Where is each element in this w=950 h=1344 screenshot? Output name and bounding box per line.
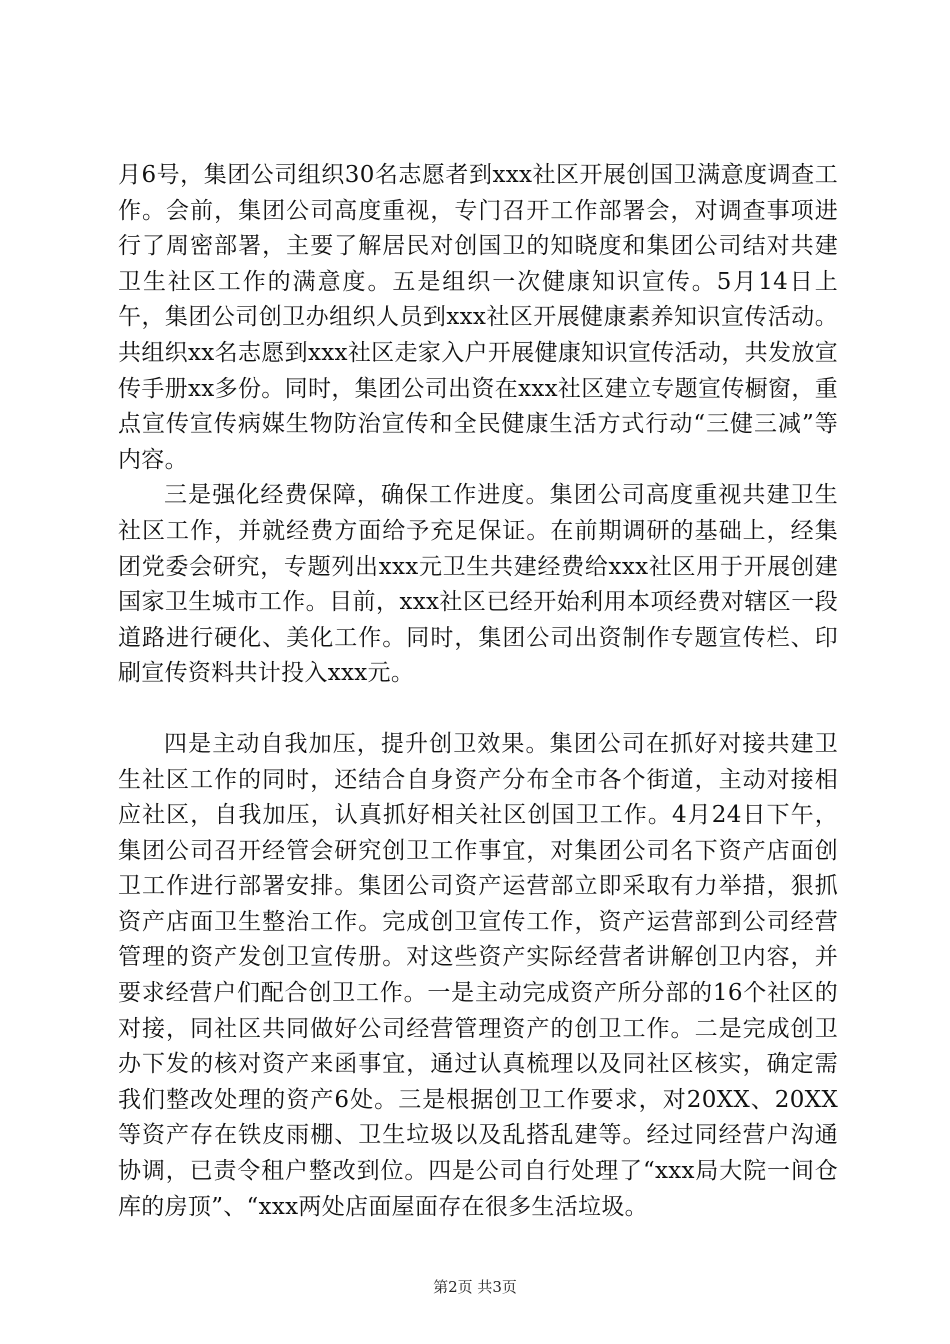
paragraph-continuation: 月6号，集团公司组织30名志愿者到xxx社区开展创国卫满意度调查工作。会前，集团公司高度重视，专门召开工作部署会，对调查事项进行了周密部署，主要了解居民对创国卫的知晓度和集团公司结对共建卫生社区工作的满意度。五是组织一次健康知识宣传。5月14日上午，集团公司创卫办组织人员到xxx社区开展健康素养知识宣传活动。共组织xx名志愿到xxx社区走家入户开展健康知识宣传活动，共发放宣传手册xx多份。同时，集团公司出资在xxx社区建立专题宣传橱窗，重点宣传宣传病媒生物防治宣传和全民健康生活方式行动“三健三减”等内容。 — [118, 162, 838, 473]
page-number-footer: 第2页 共3页 — [433, 1278, 517, 1296]
paragraph-self-pressure: 四是主动自我加压，提升创卫效果。集团公司在抓好对接共建卫生社区工作的同时，还结合自身资产分布全市各个街道，主动对接相应社区，自我加压，认真抓好相关社区创国卫工作。4月24日下午，集团公司召开经管会研究创卫工作事宜，对集团公司名下资产店面创卫工作进行部署安排。集团公司资产运营部立即采取有力举措，狠抓资产店面卫生整治工作。完成创卫宣传工作，资产运营部到公司经营管理的资产发创卫宣传册。对这些资产实际经营者讲解创卫内容，并要求经营户们配合创卫工作。一是主动完成资产所分部的16个社区的对接，同社区共同做好公司经营管理资产的创卫工作。二是完成创卫办下发的核对资产来函事宜，通过认真梳理以及同社区核实，确定需我们整改处理的资产6处。三是根据创卫工作要求，对20XX、20XX等资产存在铁皮雨棚、卫生垃圾以及乱搭乱建等。经过同经营户沟通协调，已责令租户整改到位。四是公司自行处理了“xxx局大院一间仓库的房顶”、“xxx两处店面屋面存在很多生活垃圾。 — [118, 730, 838, 1220]
document-body — [118, 158, 838, 1225]
paragraph-funding: 三是强化经费保障，确保工作进度。集团公司高度重视共建卫生社区工作，并就经费方面给予充足保证。在前期调研的基础上，经集团党委会研究，专题列出xxx元卫生共建经费给xxx社区用于开展创建国家卫生城市工作。目前，xxx社区已经开始利用本项经费对辖区一段道路进行硬化、美化工作。同时，集团公司出资制作专题宣传栏、印刷宣传资料共计投入xxx元。 — [118, 482, 838, 687]
